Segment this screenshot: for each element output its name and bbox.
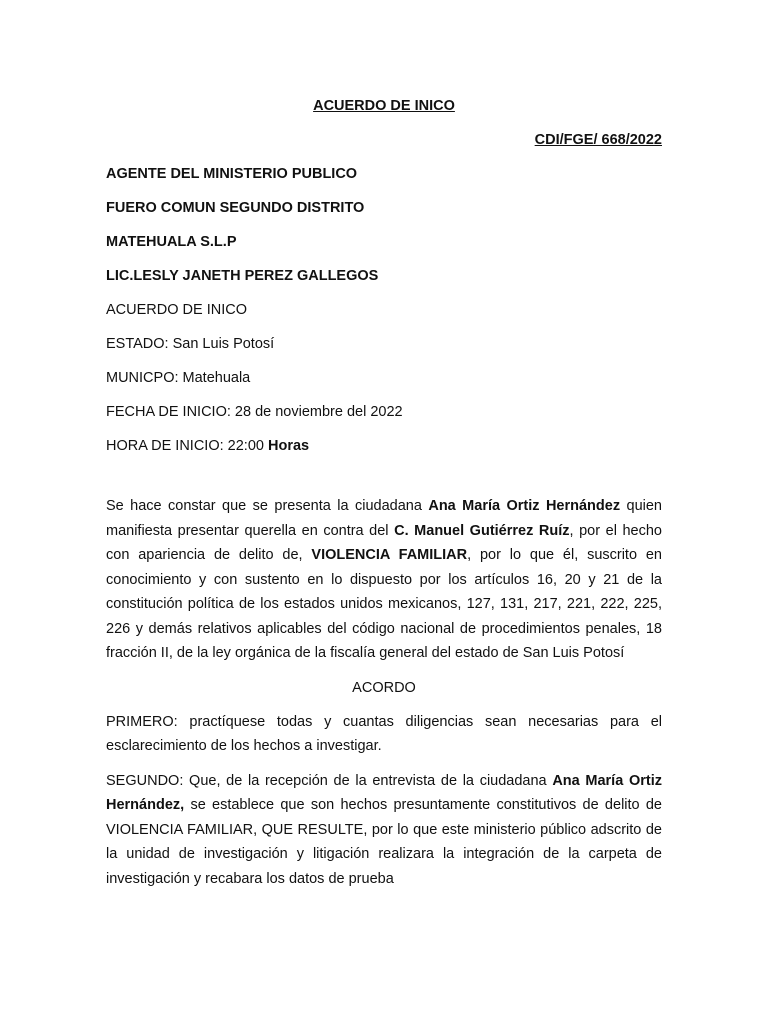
paragraph-segundo xyxy=(106,769,662,892)
subtitle: ACUERDO DE INICO xyxy=(106,302,247,318)
municipio-line xyxy=(106,366,662,390)
hora-suffix: Horas xyxy=(263,438,310,454)
heading-city: MATEHUALA S.L.P xyxy=(106,234,237,250)
acordo-heading: ACORDO xyxy=(352,679,416,696)
primero-text: practíquese todas y cuantas diligencias sean necesarias para el esclarecimiento de los hechos a investigar. xyxy=(106,713,662,754)
hora-label: HORA DE INICIO: xyxy=(106,438,224,454)
accused-name: C. Manuel Gutiérrez Ruíz xyxy=(394,522,570,539)
heading-official: LIC.LESLY JANETH PEREZ GALLEGOS xyxy=(106,268,379,284)
heading-agency: AGENTE DEL MINISTERIO PUBLICO xyxy=(106,166,358,182)
paragraph-complaint xyxy=(106,494,662,666)
hora-value: 22:00 xyxy=(223,438,264,454)
segundo-label: SEGUNDO: xyxy=(106,772,184,789)
municipio-value: Matehuala xyxy=(178,370,251,386)
document-title: ACUERDO DE INICO xyxy=(313,98,455,114)
complaint-text-1: Se hace constar que se presenta la ciudadana xyxy=(106,498,429,514)
heading-jurisdiction: FUERO COMUN SEGUNDO DISTRITO xyxy=(106,200,365,216)
complainant-name: Ana María Ortiz Hernández xyxy=(428,498,621,514)
estado-label: ESTADO: xyxy=(106,336,169,352)
complaint-text-3: , por el hecho con apariencia de delito de, xyxy=(106,522,662,563)
estado-value: San Luis Potosí xyxy=(168,336,275,352)
offense-name: VIOLENCIA FAMILIAR xyxy=(311,547,468,563)
segundo-text-1: Que, de la recepción de la entrevista de la ciudadana xyxy=(183,772,553,789)
document-body xyxy=(106,94,662,891)
segundo-text-2: se establece que son hechos presuntamente constitutivos de delito de VIOLENCIA FAMILIAR, QUE RESULTE, por lo que este ministerio público adscrito de la unidad de investigación y litigación realizara la integración de la carpeta de investigación y recabara los datos de prueba xyxy=(106,797,662,887)
segundo-name: Ana María Ortiz Hernández, xyxy=(106,772,662,813)
complaint-text-2: quien manifiesta presentar querella en contra del xyxy=(106,498,662,539)
estado-line xyxy=(106,332,662,356)
fecha-label: FECHA DE INICIO: xyxy=(106,404,231,420)
fecha-line xyxy=(106,400,662,424)
complaint-text-4: , por lo que él, suscrito en conocimiento y con sustento en lo dispuesto por los artículos 16, 20 y 21 de la constitución política de los estados unidos mexicanos, 127, 131, 217, 221, 222, 225, 226 y demás relativos aplicables del código nacional de procedimientos penales, 18 fracción II, de la ley orgánica de la fiscalía general del estado de San Luis Potosí xyxy=(106,547,662,661)
case-number: CDI/FGE/ 668/2022 xyxy=(534,132,662,148)
hora-line xyxy=(106,434,662,458)
municipio-label: MUNICPO: xyxy=(106,370,179,386)
paragraph-primero xyxy=(106,710,662,759)
fecha-value: 28 de noviembre del 2022 xyxy=(230,404,403,420)
primero-label: PRIMERO: xyxy=(106,713,178,730)
